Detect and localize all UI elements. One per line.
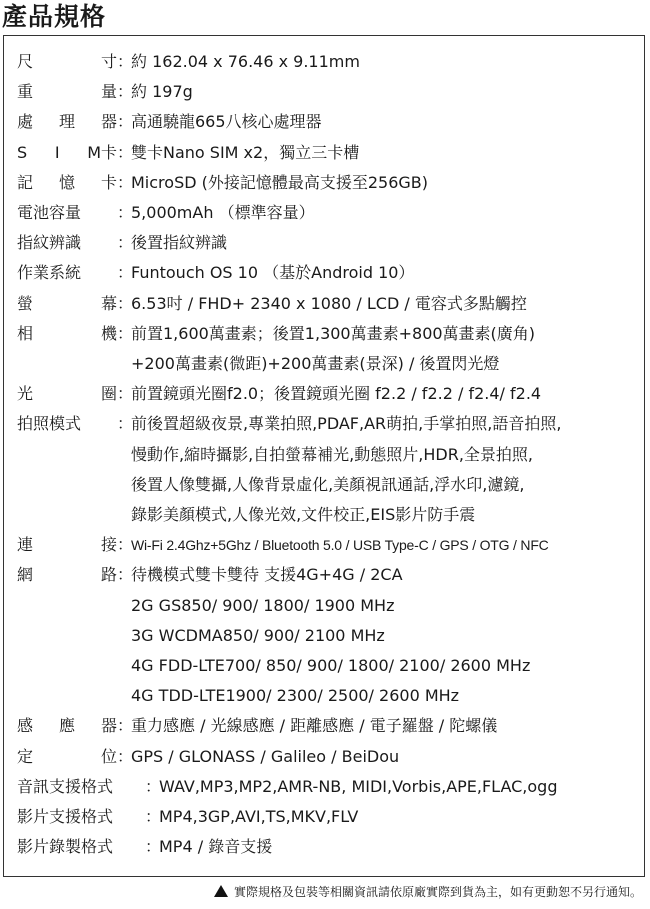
spec-label-part: 螢: [17, 293, 34, 313]
spec-label: [17, 772, 145, 802]
spec-values: [159, 802, 645, 832]
spec-label-part: 重: [17, 82, 34, 102]
spec-label-part: S: [17, 142, 28, 162]
spec-label: [17, 168, 117, 198]
spec-label-part: 相: [17, 323, 34, 343]
spec-colon: ：: [117, 52, 134, 71]
spec-row: [17, 198, 645, 228]
spec-colon: ：: [117, 535, 134, 555]
spec-colon: ：: [145, 776, 162, 796]
spec-label: [17, 198, 117, 228]
spec-label-part: 圈: [100, 384, 117, 404]
spec-colon: ：: [117, 323, 134, 343]
spec-label-part: 光: [17, 384, 34, 404]
spec-label: [17, 530, 117, 560]
spec-label-part: 連: [17, 535, 34, 555]
spec-colon: ：: [117, 172, 134, 192]
spec-value-line: GPS / GLONASS / Galileo / BeiDou: [131, 746, 400, 766]
spec-row: [17, 107, 645, 137]
spec-value-line: 雙卡Nano SIM x2，獨立三卡槽: [131, 142, 360, 162]
spec-label-part: 位: [100, 746, 117, 766]
spec-label-part: 接: [100, 535, 117, 555]
spec-label-part: 拍照模式: [17, 414, 82, 434]
spec-label-part: 定: [17, 746, 34, 766]
spec-label-part: 電池容量: [17, 203, 82, 223]
spec-label-part: I: [54, 142, 60, 162]
spec-label: [17, 379, 117, 409]
spec-label-part: 寸: [100, 52, 117, 71]
spec-label-part: 量: [100, 82, 117, 102]
spec-label-part: 路: [100, 565, 117, 585]
spec-label-part: 感: [17, 716, 34, 736]
spec-label: [17, 560, 117, 590]
spec-value-line: WAV,MP3,MP2,AMR-NB, MIDI,Vorbis,APE,FLAC,ogg: [159, 776, 558, 796]
spec-colon: ：: [145, 837, 162, 857]
spec-row: [17, 711, 645, 741]
spec-row: [17, 560, 645, 711]
spec-colon: ：: [117, 142, 134, 162]
spec-row: [17, 228, 645, 258]
spec-label: [17, 228, 117, 258]
spec-values: [131, 107, 645, 137]
spec-colon: ：: [117, 82, 134, 102]
spec-label-part: 處: [17, 112, 34, 132]
spec-values: [131, 198, 645, 228]
spec-value-line: 錄影美顏模式,人像光效,文件校正,EIS影片防手震: [131, 505, 476, 525]
spec-values: [131, 742, 645, 772]
spec-label-part: 幕: [100, 293, 117, 313]
spec-label-part: 網: [17, 565, 34, 585]
spec-values: [131, 409, 645, 530]
spec-label-part: 影片支援格式: [17, 807, 114, 827]
spec-row: [17, 772, 645, 802]
spec-value-line: MP4,3GP,AVI,TS,MKV,FLV: [159, 807, 359, 827]
spec-label: [17, 138, 117, 168]
spec-row: [17, 77, 645, 107]
spec-value-line: 3G WCDMA850/ 900/ 2100 MHz: [131, 625, 385, 645]
spec-label-part: 記: [17, 172, 34, 192]
spec-label-part: 尺: [17, 52, 34, 71]
spec-value-line: 後置指紋辨識: [131, 233, 228, 253]
spec-value-line: 約 162.04 x 76.46 x 9.11mm: [131, 52, 360, 71]
spec-label-part: 卡: [100, 172, 117, 192]
spec-values: [131, 47, 645, 77]
spec-row: [17, 802, 645, 832]
spec-label-part: 作業系統: [17, 263, 82, 283]
spec-value-line: +200萬畫素(微距)+200萬畫素(景深) / 後置閃光燈: [131, 354, 500, 374]
spec-values: [131, 138, 645, 168]
spec-row: [17, 258, 645, 288]
spec-colon: ：: [117, 112, 134, 132]
spec-row: [17, 742, 645, 772]
spec-value-line: 前置1,600萬畫素；後置1,300萬畫素+800萬畫素(廣角): [131, 323, 536, 343]
spec-row: [17, 832, 645, 862]
spec-label-part: 器: [100, 716, 117, 736]
spec-label: [17, 289, 117, 319]
spec-colon: ：: [117, 263, 134, 283]
spec-colon: ：: [145, 807, 162, 827]
spec-label-part: 應: [58, 716, 75, 736]
spec-values: [131, 228, 645, 258]
spec-value-line: 6.53吋 / FHD+ 2340 x 1080 / LCD / 電容式多點觸控: [131, 293, 527, 313]
footer-note: [214, 884, 642, 900]
spec-list: [17, 47, 645, 862]
spec-colon: ：: [117, 746, 134, 766]
spec-values: [131, 258, 645, 288]
spec-label-part: 音訊支援格式: [17, 776, 114, 796]
spec-row: [17, 319, 645, 379]
warning-triangle-icon: [214, 885, 228, 897]
spec-label-part: 指紋辨識: [17, 233, 82, 253]
spec-colon: ：: [117, 565, 134, 585]
spec-label: [17, 77, 117, 107]
spec-row: [17, 138, 645, 168]
spec-value-line: 慢動作,縮時攝影,自拍螢幕補光,動態照片,HDR,全景拍照,: [131, 444, 533, 464]
spec-row: [17, 289, 645, 319]
spec-values: [131, 77, 645, 107]
spec-values: [159, 832, 645, 862]
spec-value-line: Wi-Fi 2.4Ghz+5Ghz / Bluetooth 5.0 / USB Type-C / GPS / OTG / NFC: [131, 537, 549, 554]
spec-value-line: 前置鏡頭光圈f2.0；後置鏡頭光圈 f2.2 / f2.2 / f2.4/ f2.4: [131, 384, 542, 404]
page-title: 產品規格: [2, 2, 107, 31]
spec-row: [17, 47, 645, 77]
spec-colon: ：: [117, 414, 134, 434]
spec-label-part: 器: [100, 112, 117, 132]
spec-value-line: 重力感應 / 光線感應 / 距離感應 / 電子羅盤 / 陀螺儀: [131, 716, 498, 736]
spec-values: [131, 289, 645, 319]
spec-value-line: 前後置超級夜景,專業拍照,PDAF,AR萌拍,手掌拍照,語音拍照,: [131, 414, 562, 434]
spec-value-line: 4G TDD-LTE1900/ 2300/ 2500/ 2600 MHz: [131, 686, 460, 706]
spec-label-part: 憶: [58, 172, 75, 192]
spec-label-part: 影片錄製格式: [17, 837, 114, 857]
spec-value-line: 4G FDD-LTE700/ 850/ 900/ 1800/ 2100/ 2600 MHz: [131, 656, 531, 676]
spec-label: [17, 409, 117, 439]
spec-colon: ：: [117, 233, 134, 253]
spec-row: [17, 409, 645, 530]
spec-values: [159, 772, 645, 802]
spec-value-line: 5,000mAh （標準容量）: [131, 203, 315, 223]
spec-colon: ：: [117, 384, 134, 404]
spec-value-line: MicroSD (外接記憶體最高支援至256GB): [131, 172, 429, 192]
spec-value-line: 後置人像雙攝,人像背景虛化,美顏視訊通話,浮水印,濾鏡,: [131, 474, 525, 494]
spec-label: [17, 319, 117, 349]
spec-row: [17, 530, 645, 560]
spec-values: [131, 711, 645, 741]
spec-label-part: M卡: [87, 142, 117, 162]
spec-label: [17, 832, 145, 862]
spec-values: [131, 319, 645, 379]
spec-value-line: 2G GS850/ 900/ 1800/ 1900 MHz: [131, 595, 395, 615]
spec-label-part: 理: [58, 112, 75, 132]
spec-label-part: 機: [100, 323, 117, 343]
spec-label: [17, 711, 117, 741]
spec-colon: ：: [117, 203, 134, 223]
spec-colon: ：: [117, 293, 134, 313]
spec-values: [131, 168, 645, 198]
spec-value-line: MP4 / 錄音支援: [159, 837, 273, 857]
spec-colon: ：: [117, 716, 134, 736]
spec-row: [17, 168, 645, 198]
spec-row: [17, 379, 645, 409]
spec-value-line: Funtouch OS 10 （基於Android 10）: [131, 263, 415, 283]
spec-value-line: 高通驍龍665八核心處理器: [131, 112, 322, 132]
footer-note-text: 實際規格及包裝等相關資訊請依原廠實際到貨為主，如有更動恕不另行通知。: [233, 885, 642, 899]
spec-values: [131, 560, 645, 711]
spec-values: [131, 530, 645, 560]
spec-label: [17, 107, 117, 137]
spec-value-line: 約 197g: [131, 82, 193, 102]
spec-label: [17, 802, 145, 832]
spec-label: [17, 742, 117, 772]
spec-label: [17, 47, 117, 77]
spec-label: [17, 258, 117, 288]
spec-values: [131, 379, 645, 409]
spec-value-line: 待機模式雙卡雙待 支援4G+4G / 2CA: [131, 565, 403, 585]
